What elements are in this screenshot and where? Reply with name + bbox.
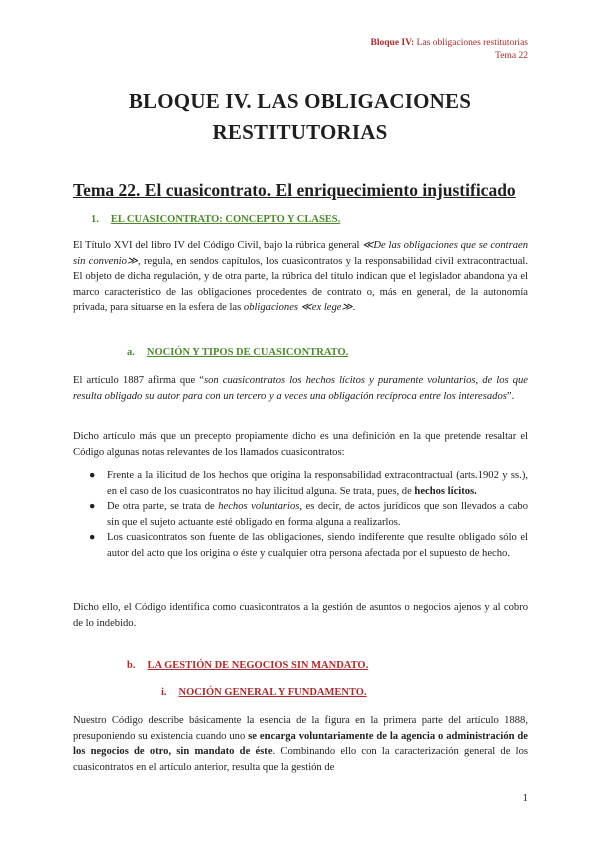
- page-title: [0, 86, 600, 148]
- tema-heading: Tema 22. El cuasicontrato. El enriquecimiento injustificado: [73, 180, 516, 200]
- section-label: NOCIÓN GENERAL Y FUNDAMENTO.: [178, 687, 367, 698]
- header-block-title: Las obligaciones restitutorias: [414, 38, 528, 48]
- text-run-italic: ≪De las obligaciones que se contraen sin convenio≫: [73, 240, 528, 267]
- paragraph-gestion: [73, 713, 528, 775]
- text-run: . Combinando ello con la caracterización general de los cuasicontratos en el artículo anterior, resulta que la gestión de: [73, 746, 528, 773]
- text-run-italic: obligaciones ≪ex lege≫: [243, 302, 353, 314]
- paragraph-intro: [73, 238, 528, 316]
- list-item: [73, 499, 528, 530]
- section-number: i.: [161, 687, 167, 698]
- bullet-icon: ●: [89, 470, 96, 481]
- paragraph-definition: Dicho artículo más que un precepto propiamente dicho es una definición en la que pretende resaltar el Código algunas notas relevantes de los llamados cuasicontratos:: [73, 431, 528, 458]
- text-run: , es decir, de actos jurídicos que son llevados a cabo sin que el sujeto actuante esté obligado en forma alguna a realizarlos.: [107, 501, 528, 528]
- page-title-line1: BLOQUE IV. LAS OBLIGACIONES: [128, 89, 472, 113]
- text-run: Frente a la ilicitud de los hechos que origina la responsabilidad extracontractual (arts.1902 y ss.), en el caso de los cuasicontratos no hay ilicitud alguna. Se trata, pues, de: [107, 470, 528, 497]
- text-run: El Título XVI del libro IV del Código Civil, bajo la rúbrica general: [73, 240, 363, 251]
- text-run-bold: se encarga voluntariamente de la agencia o administración de los negocios de otro, sin mandato de éste: [73, 730, 529, 758]
- list-item: [73, 468, 528, 499]
- text-run: .: [352, 302, 356, 314]
- section-label: NOCIÓN Y TIPOS DE CUASICONTRATO.: [146, 347, 349, 358]
- text-run: El artículo 1887 afirma que “: [73, 375, 204, 386]
- header-block-label: Bloque IV:: [370, 38, 415, 48]
- section-label: LA GESTIÓN DE NEGOCIOS SIN MANDATO.: [147, 660, 369, 671]
- section-label: EL CUASICONTRATO: CONCEPTO Y CLASES.: [110, 214, 341, 225]
- header-tema: Tema 22: [495, 51, 528, 61]
- page-title-line2: RESTITUTORIAS: [212, 120, 388, 144]
- running-header: [371, 37, 528, 63]
- list-item: [73, 530, 528, 561]
- bullet-icon: ●: [89, 532, 96, 544]
- text-run-italic: son cuasicontratos los hechos lícitos y puramente voluntarios, de los que resulta obligado su autor para con un tercero y a veces una obligación recíproca entre los interesados: [73, 375, 528, 402]
- text-run: , regula, en sendos capítulos, los cuasicontratos y la responsabilidad civil extracontractual. El objeto de dicha regulación, y de otra parte, la rúbrica del título indican que el legislador abandona ya el marco característico de las obligaciones procedentes de contrato o, más en general, de la autonomía privada, para situarse en la esfera de las: [73, 255, 528, 314]
- section-heading-a: [127, 347, 348, 358]
- paragraph-article-1887: [73, 373, 528, 404]
- section-number: 1.: [91, 214, 99, 225]
- section-number: b.: [127, 660, 136, 671]
- page-number: 1: [522, 792, 528, 804]
- bullet-icon: ●: [89, 501, 96, 513]
- text-run-italic: hechos voluntarios: [218, 501, 300, 513]
- section-number: a.: [127, 347, 135, 358]
- section-heading-b: [127, 660, 368, 671]
- text-run: De otra parte, se trata de: [107, 501, 219, 513]
- text-run: Los cuasicontratos son fuente de las obligaciones, siendo indiferente que resulte obligado sólo el autor del acto que los origina o éste y cualquier otra persona afectada por el supuesto de hecho.: [107, 532, 528, 559]
- text-run-bold: hechos lícitos.: [414, 485, 477, 497]
- paragraph-conclusion: Dicho ello, el Código identifica como cuasicontratos a la gestión de asuntos o negocios ajenos y al cobro de lo indebido.: [73, 602, 528, 629]
- text-run: Nuestro Código describe básicamente la esencia de la figura en la primera parte del artículo 1888, presuponiendo su existencia cuando uno: [73, 715, 528, 742]
- text-run: ”.: [506, 390, 515, 402]
- section-heading-i: [161, 687, 367, 698]
- section-heading-1: [91, 214, 340, 225]
- bullet-list: [73, 468, 528, 562]
